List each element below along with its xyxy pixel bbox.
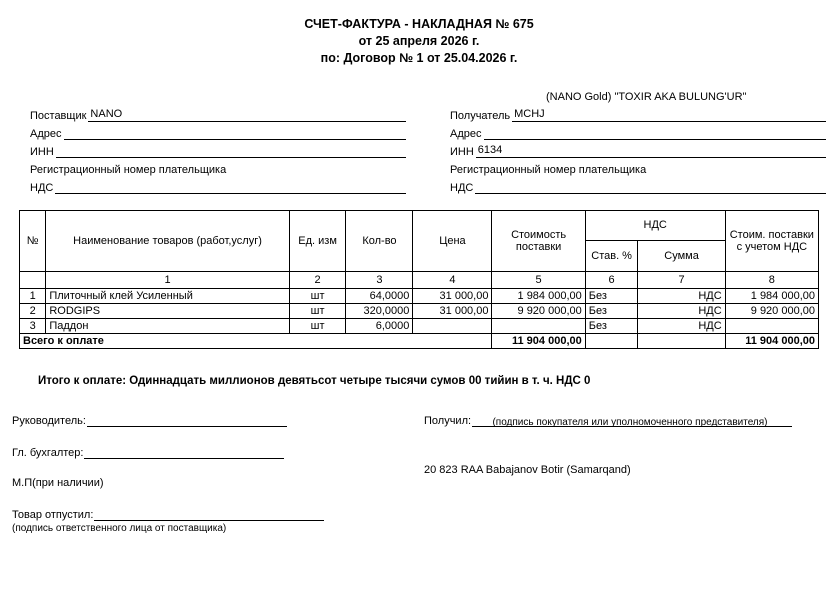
row-unit: шт	[289, 318, 346, 333]
received-note: (подпись покупателя или уполномоченного представителя)	[492, 416, 768, 428]
colnum-8: 8	[725, 271, 818, 288]
row-num: 2	[20, 303, 46, 318]
supplier-reg-label: Регистрационный номер плательщика	[30, 163, 227, 176]
buyer-name-label: Получатель	[450, 109, 511, 122]
document-title	[0, 16, 838, 67]
footer-person: 20 823 RAA Babajanov Botir (Samarqand)	[424, 463, 631, 476]
colnum-1: 1	[46, 271, 289, 288]
accountant-row	[12, 445, 432, 459]
colnum-6: 6	[585, 271, 638, 288]
director-label: Руководитель:	[12, 414, 86, 427]
header-qty: Кол-во	[346, 210, 413, 271]
total-in-words: Итого к оплате: Одиннадцать миллионов девятьсот четыре тысячи сумов 00 тийин в т. ч. НДС 0	[38, 374, 591, 387]
buyer-vat-value[interactable]	[475, 179, 826, 194]
colnum-5: 5	[492, 271, 585, 288]
buyer-address-label: Адрес	[450, 127, 482, 140]
row-price: 31 000,00	[413, 303, 492, 318]
colnum-3: 3	[346, 271, 413, 288]
director-row	[12, 413, 432, 427]
table-colnumber-row	[20, 271, 819, 288]
total-with-vat: 11 904 000,00	[725, 333, 818, 348]
row-vat-rate: Без	[585, 303, 638, 318]
row-price: 31 000,00	[413, 288, 492, 303]
header-total: Стоим. поставки с учетом НДС	[725, 210, 818, 271]
goods-table	[19, 210, 819, 349]
signatures-right	[424, 413, 824, 476]
colnum-4: 4	[413, 271, 492, 288]
buyer-inn-value[interactable]: 6134	[476, 143, 826, 158]
released-row	[12, 507, 432, 521]
buyer-vat-row	[450, 176, 826, 194]
table-total-row	[20, 333, 819, 348]
buyer-inn-row	[450, 140, 826, 158]
header-sum: Стоимость поставки	[492, 210, 585, 271]
buyer-block	[450, 91, 826, 194]
row-total	[725, 318, 818, 333]
row-sum: 1 984 000,00	[492, 288, 585, 303]
buyer-name-row	[450, 104, 826, 122]
row-vat-sum: НДС	[638, 288, 725, 303]
parties-block	[0, 91, 838, 194]
total-vat-rate	[585, 333, 638, 348]
row-sum	[492, 318, 585, 333]
stamp-row	[12, 477, 432, 489]
supplier-inn-row	[30, 140, 406, 158]
row-qty: 320,0000	[346, 303, 413, 318]
supplier-inn-value[interactable]	[56, 143, 406, 158]
row-qty: 6,0000	[346, 318, 413, 333]
total-sum: 11 904 000,00	[492, 333, 585, 348]
header-name: Наименование товаров (работ,услуг)	[46, 210, 289, 271]
buyer-name-value[interactable]: MCHJ	[512, 107, 826, 122]
accountant-signature-line[interactable]	[84, 445, 284, 459]
supplier-vat-label: НДС	[30, 181, 54, 194]
buyer-address-value[interactable]	[484, 125, 827, 140]
buyer-address-row	[450, 122, 826, 140]
colnum-2: 2	[289, 271, 346, 288]
received-label: Получил:	[424, 414, 472, 427]
buyer-reg-label: Регистрационный номер плательщика	[450, 163, 647, 176]
title-line-2: от 25 апреля 2026 г.	[358, 33, 480, 48]
row-vat-rate: Без	[585, 288, 638, 303]
supplier-vat-row	[30, 176, 406, 194]
released-label: Товар отпустил:	[12, 508, 94, 521]
released-note: (подпись ответственного лица от поставщика)	[12, 522, 227, 534]
buyer-inn-label: ИНН	[450, 145, 474, 158]
supplier-name-value[interactable]: NANO	[88, 107, 406, 122]
buyer-vat-label: НДС	[450, 181, 474, 194]
signatures-left	[12, 413, 432, 534]
accountant-label: Гл. бухгалтер:	[12, 446, 84, 459]
supplier-name-label: Поставщик	[30, 109, 87, 122]
table-header-row	[20, 210, 819, 241]
colnum-0	[20, 271, 46, 288]
header-vat-group: НДС	[585, 210, 725, 241]
invoice-page	[0, 16, 838, 598]
header-vat-rate: Став. %	[585, 241, 638, 272]
supplier-name-row	[30, 104, 406, 122]
director-signature-line[interactable]	[87, 413, 287, 427]
row-name: RODGIPS	[46, 303, 289, 318]
header-vat-sum: Сумма	[638, 241, 725, 272]
total-vat-sum	[638, 333, 725, 348]
colnum-7: 7	[638, 271, 725, 288]
row-unit: шт	[289, 288, 346, 303]
header-unit: Ед. изм	[289, 210, 346, 271]
supplier-vat-value[interactable]	[55, 179, 406, 194]
released-signature-line[interactable]	[94, 507, 324, 521]
stamp-label: М.П(при наличии)	[12, 476, 104, 489]
supplier-address-row	[30, 122, 406, 140]
row-unit: шт	[289, 303, 346, 318]
row-name: Плиточный клей Усиленный	[46, 288, 289, 303]
table-row	[20, 288, 819, 303]
supplier-block	[30, 91, 406, 194]
signatures-block	[0, 413, 838, 553]
supplier-inn-label: ИНН	[30, 145, 54, 158]
row-vat-sum: НДС	[638, 303, 725, 318]
supplier-reg-row	[30, 158, 406, 176]
buyer-top-line: (NANO Gold) "TOXIR AKA BULUNG'UR"	[546, 90, 747, 103]
buyer-reg-row	[450, 158, 826, 176]
title-line-1: СЧЕТ-ФАКТУРА - НАКЛАДНАЯ № 675	[304, 17, 534, 31]
supplier-address-value[interactable]	[64, 125, 407, 140]
row-num: 3	[20, 318, 46, 333]
row-total: 1 984 000,00	[725, 288, 818, 303]
header-num: №	[20, 210, 46, 271]
row-vat-rate: Без	[585, 318, 638, 333]
header-price: Цена	[413, 210, 492, 271]
row-vat-sum: НДС	[638, 318, 725, 333]
supplier-address-label: Адрес	[30, 127, 62, 140]
row-price	[413, 318, 492, 333]
row-total: 9 920 000,00	[725, 303, 818, 318]
total-label: Всего к оплате	[20, 333, 492, 348]
title-line-3: по: Договор № 1 от 25.04.2026 г.	[320, 50, 518, 65]
table-row	[20, 303, 819, 318]
row-sum: 9 920 000,00	[492, 303, 585, 318]
row-name: Паддон	[46, 318, 289, 333]
row-qty: 64,0000	[346, 288, 413, 303]
table-row	[20, 318, 819, 333]
row-num: 1	[20, 288, 46, 303]
